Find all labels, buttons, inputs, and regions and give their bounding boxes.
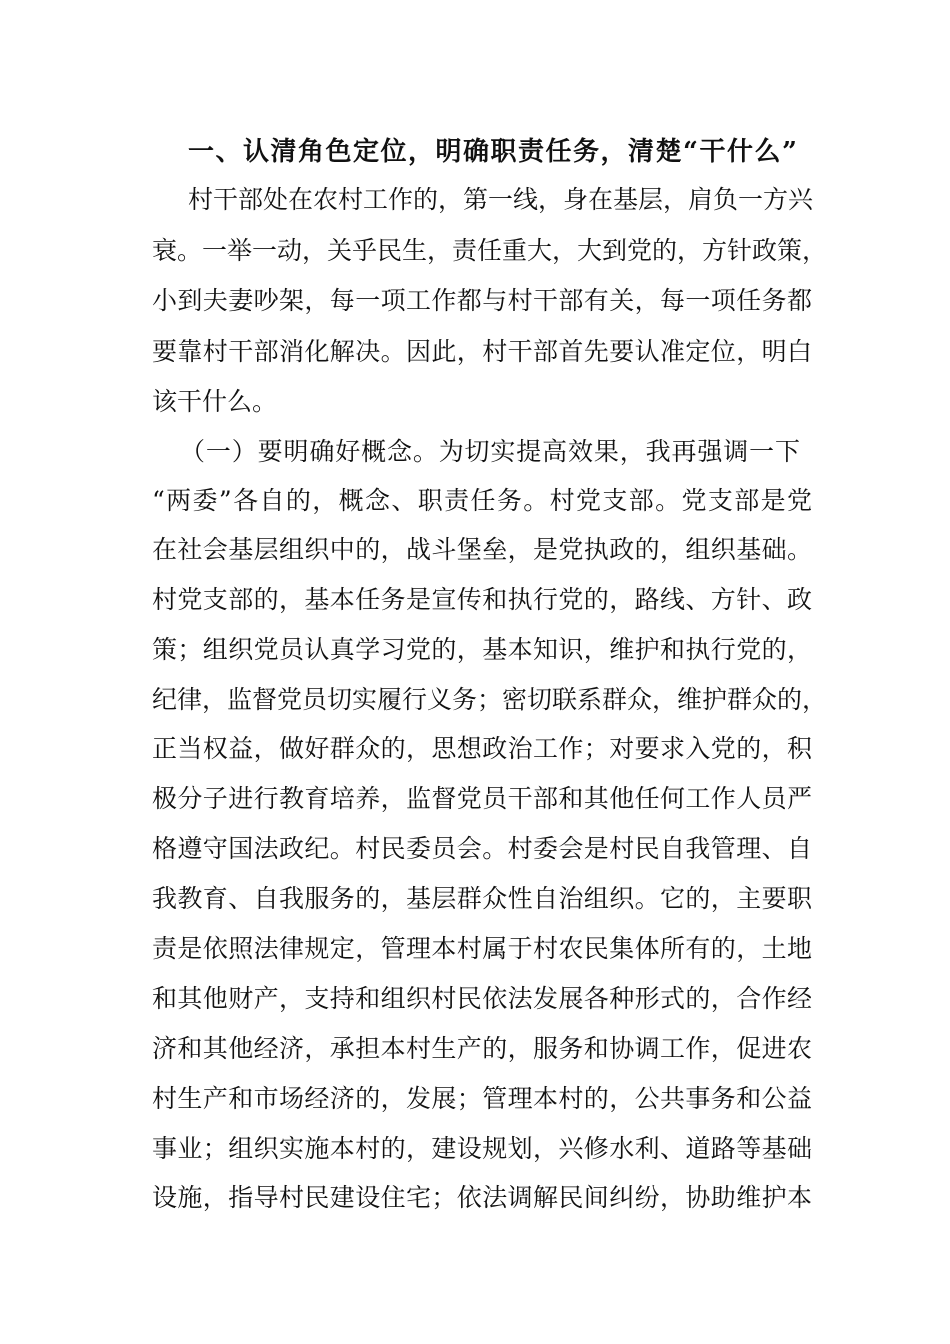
paragraph-line: 极分子进行教育培养，监督党员干部和其他任何工作人员严 bbox=[152, 784, 812, 813]
paragraph-line: 正当权益，做好群众的，思想政治工作；对要求入党的，积 bbox=[152, 734, 812, 763]
paragraph-line: （一）要明确好概念。为切实提高效果，我再强调一下 bbox=[180, 437, 800, 466]
paragraph-line: 要靠村干部消化解决。因此，村干部首先要认准定位，明白 bbox=[152, 337, 812, 366]
paragraph-line: 纪律，监督党员切实履行义务；密切联系群众，维护群众的， bbox=[152, 685, 828, 714]
paragraph-line: 和其他财产，支持和组织村民依法发展各种形式的，合作经 bbox=[152, 984, 812, 1013]
paragraph-line: “两委”各自的，概念、职责任务。村党支部。党支部是党 bbox=[152, 486, 812, 515]
section-heading: 一、认清角色定位，明确职责任务，清楚“干什么” bbox=[188, 137, 799, 167]
paragraph-line: 小到夫妻吵架，每一项工作都与村干部有关，每一项任务都 bbox=[152, 286, 812, 315]
paragraph-line: 衰。一举一动，关乎民生，责任重大，大到党的，方针政策， bbox=[152, 236, 828, 265]
paragraph-line: 济和其他经济，承担本村生产的，服务和协调工作，促进农 bbox=[152, 1034, 812, 1063]
paragraph-line: 该干什么。 bbox=[152, 387, 278, 416]
paragraph-line: 我教育、自我服务的，基层群众性自治组织。它的，主要职 bbox=[152, 884, 812, 913]
paragraph-line: 设施，指导村民建设住宅；依法调解民间纠纷，协助维护本 bbox=[152, 1183, 812, 1212]
paragraph-line: 在社会基层组织中的，战斗堡垒，是党执政的，组织基础。 bbox=[152, 535, 812, 564]
paragraph-line: 村党支部的，基本任务是宣传和执行党的，路线、方针、政 bbox=[152, 585, 812, 614]
paragraph-line: 策；组织党员认真学习党的，基本知识，维护和执行党的， bbox=[152, 635, 812, 664]
paragraph-line: 责是依照法律规定，管理本村属于村农民集体所有的，土地 bbox=[152, 934, 812, 963]
paragraph-line: 村生产和市场经济的，发展；管理本村的，公共事务和公益 bbox=[152, 1084, 812, 1113]
paragraph-line: 格遵守国法政纪。村民委员会。村委会是村民自我管理、自 bbox=[152, 834, 812, 863]
paragraph-line: 事业；组织实施本村的，建设规划，兴修水利、道路等基础 bbox=[152, 1134, 812, 1163]
paragraph-line: 村干部处在农村工作的，第一线，身在基层，肩负一方兴 bbox=[188, 185, 814, 214]
